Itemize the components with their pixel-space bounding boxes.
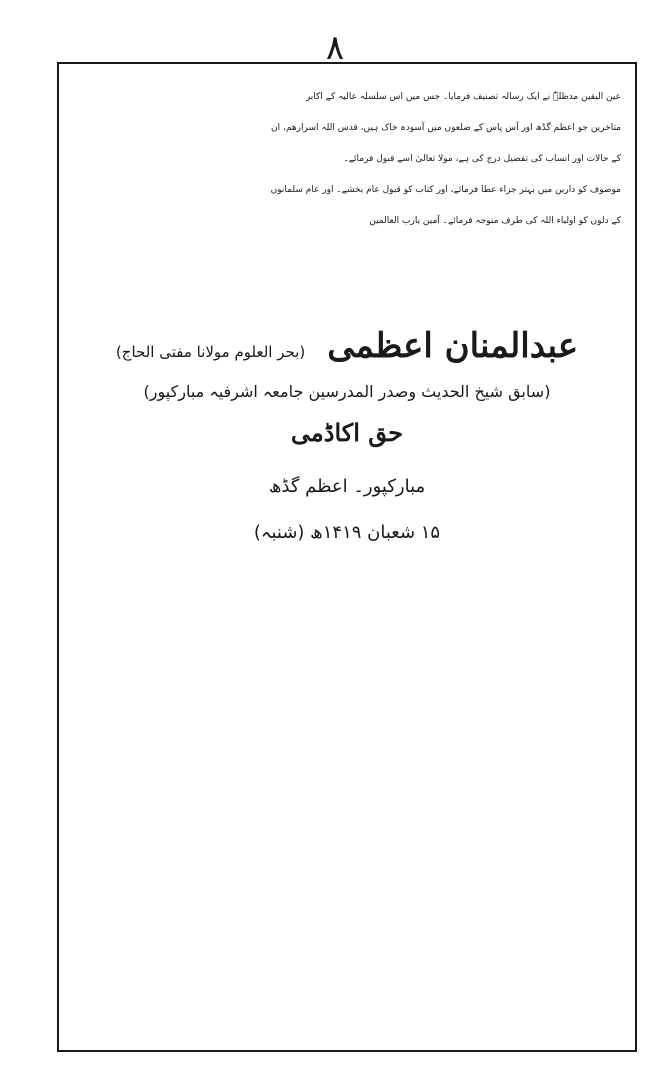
body-line-5: کے دلوں کو اولیاء اللہ کی طرف متوجہ فرمائے۔ آمین یارب العالمین [369, 216, 621, 226]
page-number: ۸ [325, 28, 345, 68]
author-role: (سابق شیخ الحدیث وصدر المدرسین جامعہ اشرفیہ مبارکپور) [143, 382, 551, 401]
document-date: ۱۵ شعبان ۱۴۱۹ھ (شنبہ) [253, 522, 441, 543]
body-line-4: موصوف کو دارین میں بہتر جزاء عطا فرمائے، اور کتاب کو قبول عام بخشے۔ اور عام سلمانوں [270, 185, 621, 195]
body-line-1: عین الیقین مدظلہٗ نے ایک رسالہ تصنیف فرمایا۔ جس میں اس سلسلہ عالیہ کے اکابر [305, 92, 621, 102]
author-name: عبدالمنان اعظمی [327, 326, 579, 366]
body-line-3: کے حالات اور انساب کی تفصیل درج کی ہے، مولا تعالیٰ اسے قبول فرمائے۔ [343, 154, 621, 164]
author-epithet: (بحر العلوم مولانا مفتی الحاج) [115, 343, 306, 361]
author-signature [69, 326, 625, 366]
publisher-place: مبارکپور۔ اعظم گڈھ [268, 476, 426, 497]
publisher-name: حق اکاڈمی [290, 418, 404, 447]
body-line-2: متاخرین جو اعظم گڈھ اور آس پاس کے ضلعوں میں آسودہ خاک ہیں، قدس اللہ اسرارھم، ان [271, 123, 621, 133]
page-border-frame [57, 62, 637, 1052]
body-paragraph [73, 82, 621, 237]
